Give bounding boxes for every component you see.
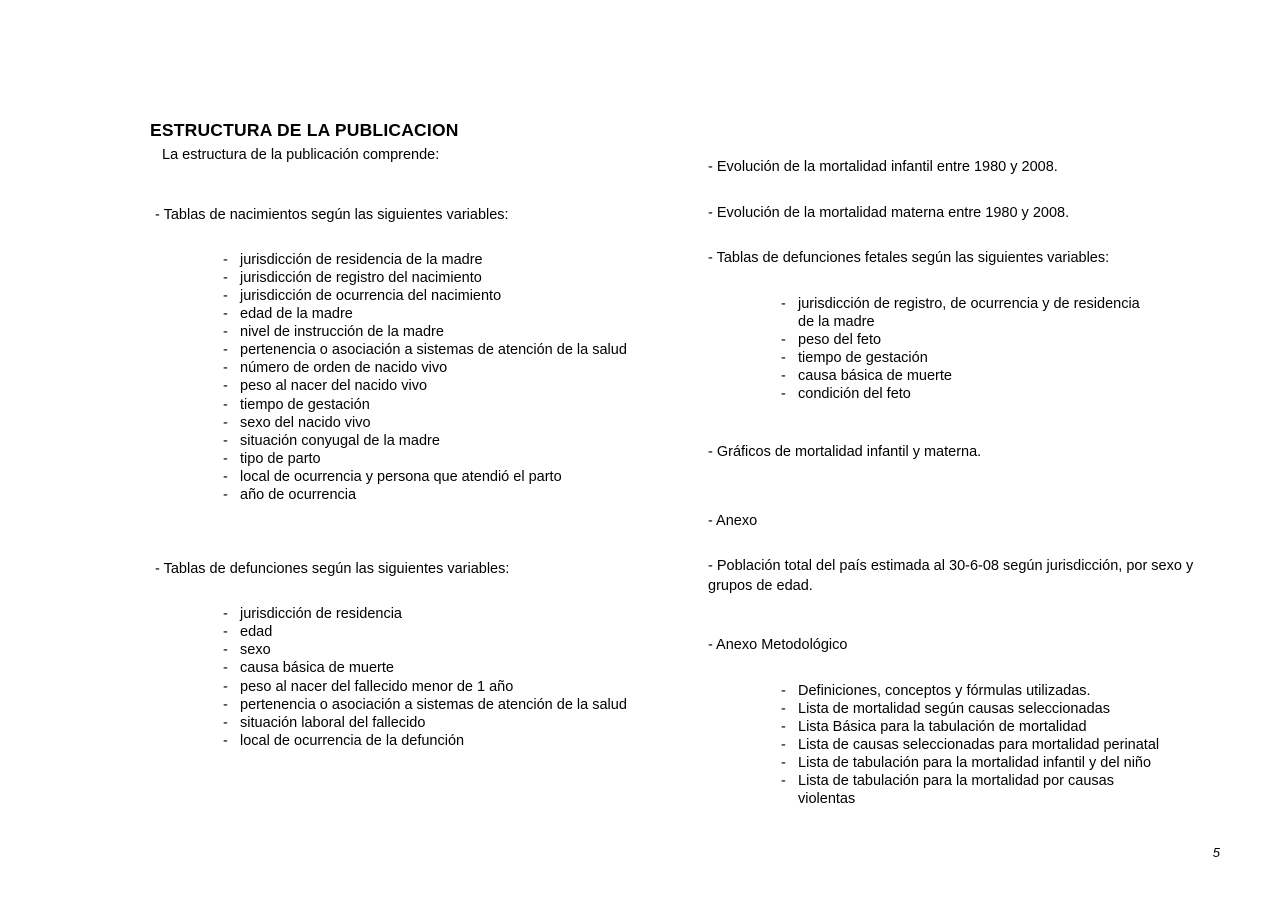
dash-marker: -	[223, 270, 228, 287]
dash-marker: -	[223, 252, 228, 269]
spacer	[150, 544, 680, 560]
list-item-label: pertenencia o asociación a sistemas de atención de la salud	[240, 696, 627, 713]
list-item-label: jurisdicción de residencia de la madre	[240, 252, 483, 269]
dash-marker: -	[223, 432, 228, 449]
methodological-list	[708, 682, 1228, 808]
list-item	[781, 367, 1228, 385]
spacer	[708, 503, 1228, 512]
list-item-label: causa básica de muerte	[240, 660, 394, 677]
page-number: 5	[1212, 845, 1220, 860]
list-item-label: peso al nacer del fallecido menor de 1 año	[240, 678, 514, 695]
list-item-label: jurisdicción de ocurrencia del nacimiento	[240, 288, 502, 305]
dash-marker: -	[781, 700, 786, 717]
list-item-label: Lista Básica para la tabulación de mortalidad	[798, 718, 1087, 735]
list-item	[781, 331, 1228, 349]
dash-marker: -	[223, 414, 228, 431]
list-item-label: Definiciones, conceptos y fórmulas utilizadas.	[798, 682, 1091, 699]
list-item-label: Lista de causas seleccionadas para mortalidad perinatal	[798, 736, 1160, 753]
list-item	[781, 349, 1228, 367]
list-item-label: pertenencia o asociación a sistemas de atención de la salud	[240, 342, 627, 359]
list-item-label: local de ocurrencia y persona que atendió el parto	[240, 468, 562, 485]
deaths-variable-list	[150, 605, 680, 749]
spacer	[708, 656, 1228, 682]
page-title: ESTRUCTURA DE LA PUBLICACION	[150, 119, 459, 140]
list-item-label: sexo	[240, 642, 271, 659]
intro-text: La estructura de la publicación comprende:	[162, 147, 440, 163]
dash-marker: -	[223, 468, 228, 485]
dash-marker: -	[223, 696, 228, 713]
list-item	[781, 754, 1228, 772]
graphics-line: - Gráficos de mortalidad infantil y materna.	[708, 443, 982, 460]
spacer	[708, 403, 1228, 443]
list-item-label: situación conyugal de la madre	[240, 432, 440, 449]
list-item	[223, 732, 680, 750]
births-heading: - Tablas de nacimientos según las siguientes variables:	[155, 206, 509, 223]
spacer	[150, 225, 680, 251]
dash-marker: -	[223, 306, 228, 323]
spacer	[150, 579, 680, 605]
spacer	[708, 178, 1228, 204]
list-item	[781, 772, 1228, 808]
dash-marker: -	[223, 396, 228, 413]
list-item	[223, 414, 680, 432]
annex-line: - Anexo	[708, 512, 758, 529]
dash-marker: -	[223, 642, 228, 659]
dash-marker: -	[223, 486, 228, 503]
list-item	[223, 641, 680, 659]
list-item	[781, 736, 1228, 754]
list-item	[223, 377, 680, 395]
dash-marker: -	[223, 624, 228, 641]
births-variable-list	[150, 251, 680, 504]
dash-marker: -	[223, 360, 228, 377]
list-item	[223, 659, 680, 677]
list-item	[223, 341, 680, 359]
list-item-label: año de ocurrencia	[240, 486, 357, 503]
spacer	[150, 504, 680, 544]
list-item-label: causa básica de muerte	[798, 367, 952, 384]
deaths-heading: - Tablas de defunciones según las siguientes variables:	[155, 560, 510, 577]
dash-marker: -	[781, 295, 786, 312]
list-item	[223, 269, 680, 287]
list-item-label: sexo del nacido vivo	[240, 414, 371, 431]
dash-marker: -	[781, 754, 786, 771]
list-item-label: Lista de tabulación para la mortalidad infantil y del niño	[798, 754, 1152, 771]
dash-marker: -	[781, 331, 786, 348]
list-item	[781, 718, 1228, 736]
list-item-label: jurisdicción de registro, de ocurrencia y de residencia	[798, 295, 1140, 312]
list-item-label: tiempo de gestación	[798, 349, 928, 366]
dash-marker: -	[223, 324, 228, 341]
list-item	[223, 678, 680, 696]
dash-marker: -	[223, 678, 228, 695]
spacer	[708, 531, 1228, 557]
list-item-label: condición del feto	[798, 385, 911, 402]
dash-marker: -	[781, 367, 786, 384]
list-item	[223, 432, 680, 450]
infant-mortality-line: - Evolución de la mortalidad infantil entre 1980 y 2008.	[708, 159, 1058, 175]
list-item	[223, 323, 680, 341]
list-item-label: Lista de mortalidad según causas seleccionadas	[798, 700, 1110, 717]
list-item	[223, 305, 680, 323]
fetal-deaths-heading: - Tablas de defunciones fetales según las siguientes variables:	[708, 250, 1110, 267]
list-item-label: número de orden de nacido vivo	[240, 360, 448, 377]
list-item	[781, 295, 1228, 331]
list-item-label: peso al nacer del nacido vivo	[240, 378, 428, 395]
list-item-label: peso del feto	[798, 331, 882, 348]
dash-marker: -	[781, 773, 786, 790]
list-item	[223, 396, 680, 414]
list-item	[223, 359, 680, 377]
spacer	[708, 223, 1228, 249]
dash-marker: -	[781, 718, 786, 735]
dash-marker: -	[223, 714, 228, 731]
list-item-continuation: violentas	[798, 791, 856, 808]
dash-marker: -	[223, 342, 228, 359]
list-item-label: tipo de parto	[240, 450, 321, 467]
list-item	[223, 605, 680, 623]
dash-marker: -	[781, 385, 786, 402]
maternal-mortality-line: - Evolución de la mortalidad materna entre 1980 y 2008.	[708, 204, 1070, 221]
left-column	[150, 146, 680, 750]
list-item-label: edad	[240, 624, 273, 641]
list-item	[223, 450, 680, 468]
dash-marker: -	[781, 349, 786, 366]
spacer	[150, 166, 680, 206]
list-item-label: jurisdicción de residencia	[240, 606, 402, 623]
list-item-label: tiempo de gestación	[240, 396, 370, 413]
spacer	[708, 269, 1228, 295]
methodological-annex-line: - Anexo Metodológico	[708, 637, 848, 654]
dash-marker: -	[223, 732, 228, 749]
dash-marker: -	[223, 606, 228, 623]
list-item-label: nivel de instrucción de la madre	[240, 324, 444, 341]
spacer	[708, 596, 1228, 636]
dash-marker: -	[223, 660, 228, 677]
list-item-label: edad de la madre	[240, 306, 353, 323]
list-item	[223, 468, 680, 486]
list-item	[223, 714, 680, 732]
list-item-continuation: de la madre	[798, 313, 875, 330]
dash-marker: -	[223, 450, 228, 467]
list-item	[781, 700, 1228, 718]
list-item	[223, 251, 680, 269]
list-item	[781, 385, 1228, 403]
population-line: - Población total del país estimada al 30-6-08 según jurisdicción, por sexo y grupos de edad.	[708, 558, 1194, 594]
right-column	[708, 158, 1228, 808]
list-item	[223, 287, 680, 305]
list-item	[223, 486, 680, 504]
dash-marker: -	[223, 288, 228, 305]
dash-marker: -	[781, 736, 786, 753]
list-item	[223, 696, 680, 714]
list-item	[223, 623, 680, 641]
dash-marker: -	[781, 682, 786, 699]
list-item-label: local de ocurrencia de la defunción	[240, 732, 465, 749]
dash-marker: -	[223, 378, 228, 395]
list-item-label: Lista de tabulación para la mortalidad por causas	[798, 773, 1114, 790]
spacer	[708, 463, 1228, 503]
list-item	[781, 682, 1228, 700]
list-item-label: jurisdicción de registro del nacimiento	[240, 270, 482, 287]
fetal-variable-list	[708, 295, 1228, 403]
list-item-label: situación laboral del fallecido	[240, 714, 426, 731]
